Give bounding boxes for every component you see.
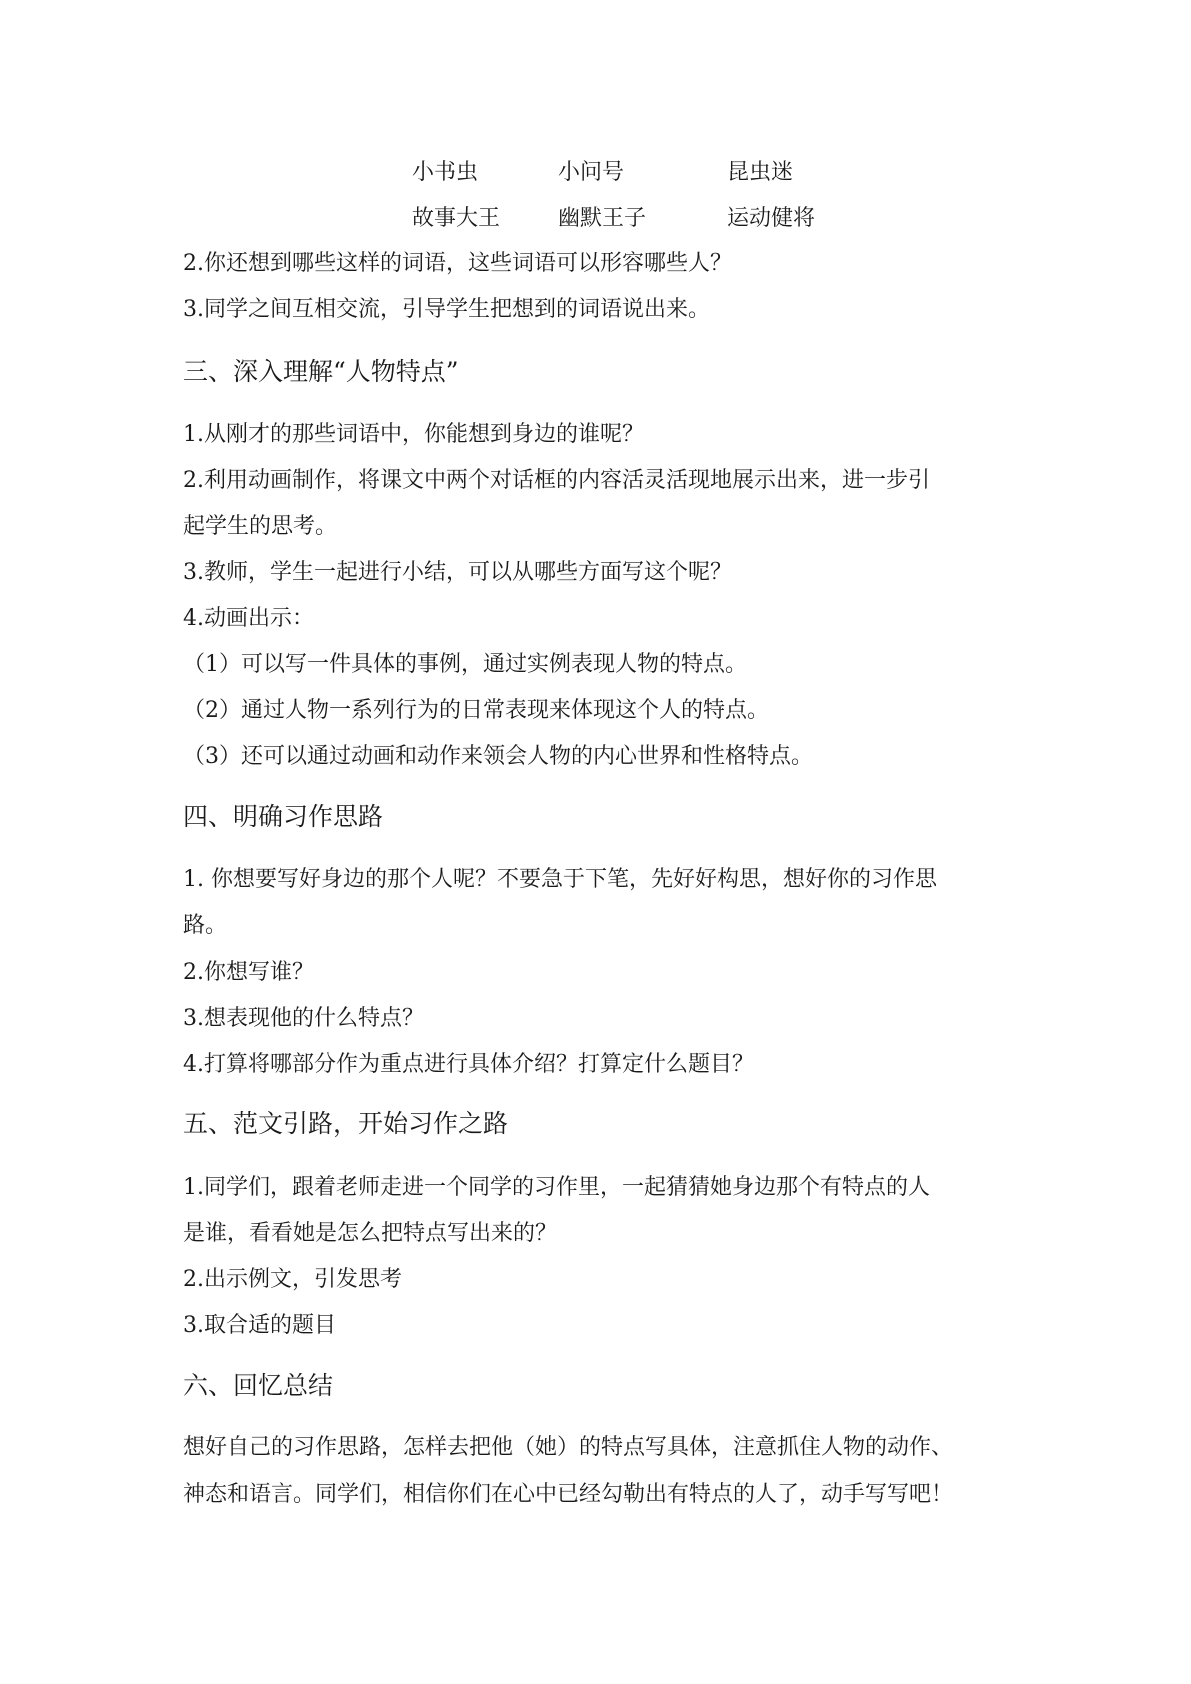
list-item: 4.打算将哪部分作为重点进行具体介绍？打算定什么题目？	[183, 1052, 754, 1077]
list-item: 2.你还想到哪些这样的词语，这些词语可以形容哪些人？	[183, 251, 732, 276]
word-item: 运动健将	[727, 206, 816, 231]
list-item-continuation: 路。	[183, 913, 228, 938]
word-item: 小问号	[558, 160, 625, 185]
list-item: 3.想表现他的什么特点？	[183, 1006, 424, 1031]
word-item: 小书虫	[412, 160, 479, 185]
list-item-continuation: 起学生的思考。	[183, 514, 338, 539]
word-item: 昆虫迷	[727, 160, 794, 185]
list-item: 3.同学之间互相交流，引导学生把想到的词语说出来。	[183, 297, 710, 322]
list-item: 2.利用动画制作，将课文中两个对话框的内容活灵活现地展示出来，进一步引	[183, 468, 930, 493]
section-heading: 三、深入理解“人物特点”	[183, 357, 459, 386]
word-item: 幽默王子	[558, 206, 647, 231]
list-item: 1.同学们，跟着老师走进一个同学的习作里，一起猜猜她身边那个有特点的人	[183, 1175, 930, 1200]
paragraph-line: 想好自己的习作思路，怎样去把他（她）的特点写具体，注意抓住人物的动作、	[183, 1435, 954, 1460]
list-item: 4.动画出示：	[183, 606, 314, 631]
paragraph-line: 神态和语言。同学们，相信你们在心中已经勾勒出有特点的人了，动手写写吧！	[183, 1482, 954, 1507]
sub-list-item: （1）可以写一件具体的事例，通过实例表现人物的特点。	[183, 652, 747, 677]
section-heading: 五、范文引路，开始习作之路	[183, 1109, 509, 1138]
list-item: 2.出示例文，引发思考	[183, 1267, 402, 1292]
list-item: 1.从刚才的那些词语中，你能想到身边的谁呢？	[183, 422, 644, 447]
sub-list-item: （3）还可以通过动画和动作来领会人物的内心世界和性格特点。	[183, 744, 813, 769]
sub-list-item: （2）通过人物一系列行为的日常表现来体现这个人的特点。	[183, 698, 769, 723]
list-item: 3.教师，学生一起进行小结，可以从哪些方面写这个呢？	[183, 560, 732, 585]
list-item: 3.取合适的题目	[183, 1313, 336, 1338]
word-item: 故事大王	[412, 206, 501, 231]
list-item: 2.你想写谁？	[183, 960, 314, 985]
section-heading: 四、明确习作思路	[183, 802, 384, 831]
section-heading: 六、回忆总结	[183, 1371, 334, 1400]
list-item: 1. 你想要写好身边的那个人呢？不要急于下笔，先好好构思，想好你的习作思	[183, 867, 937, 892]
list-item-continuation: 是谁，看看她是怎么把特点写出来的？	[183, 1221, 558, 1246]
